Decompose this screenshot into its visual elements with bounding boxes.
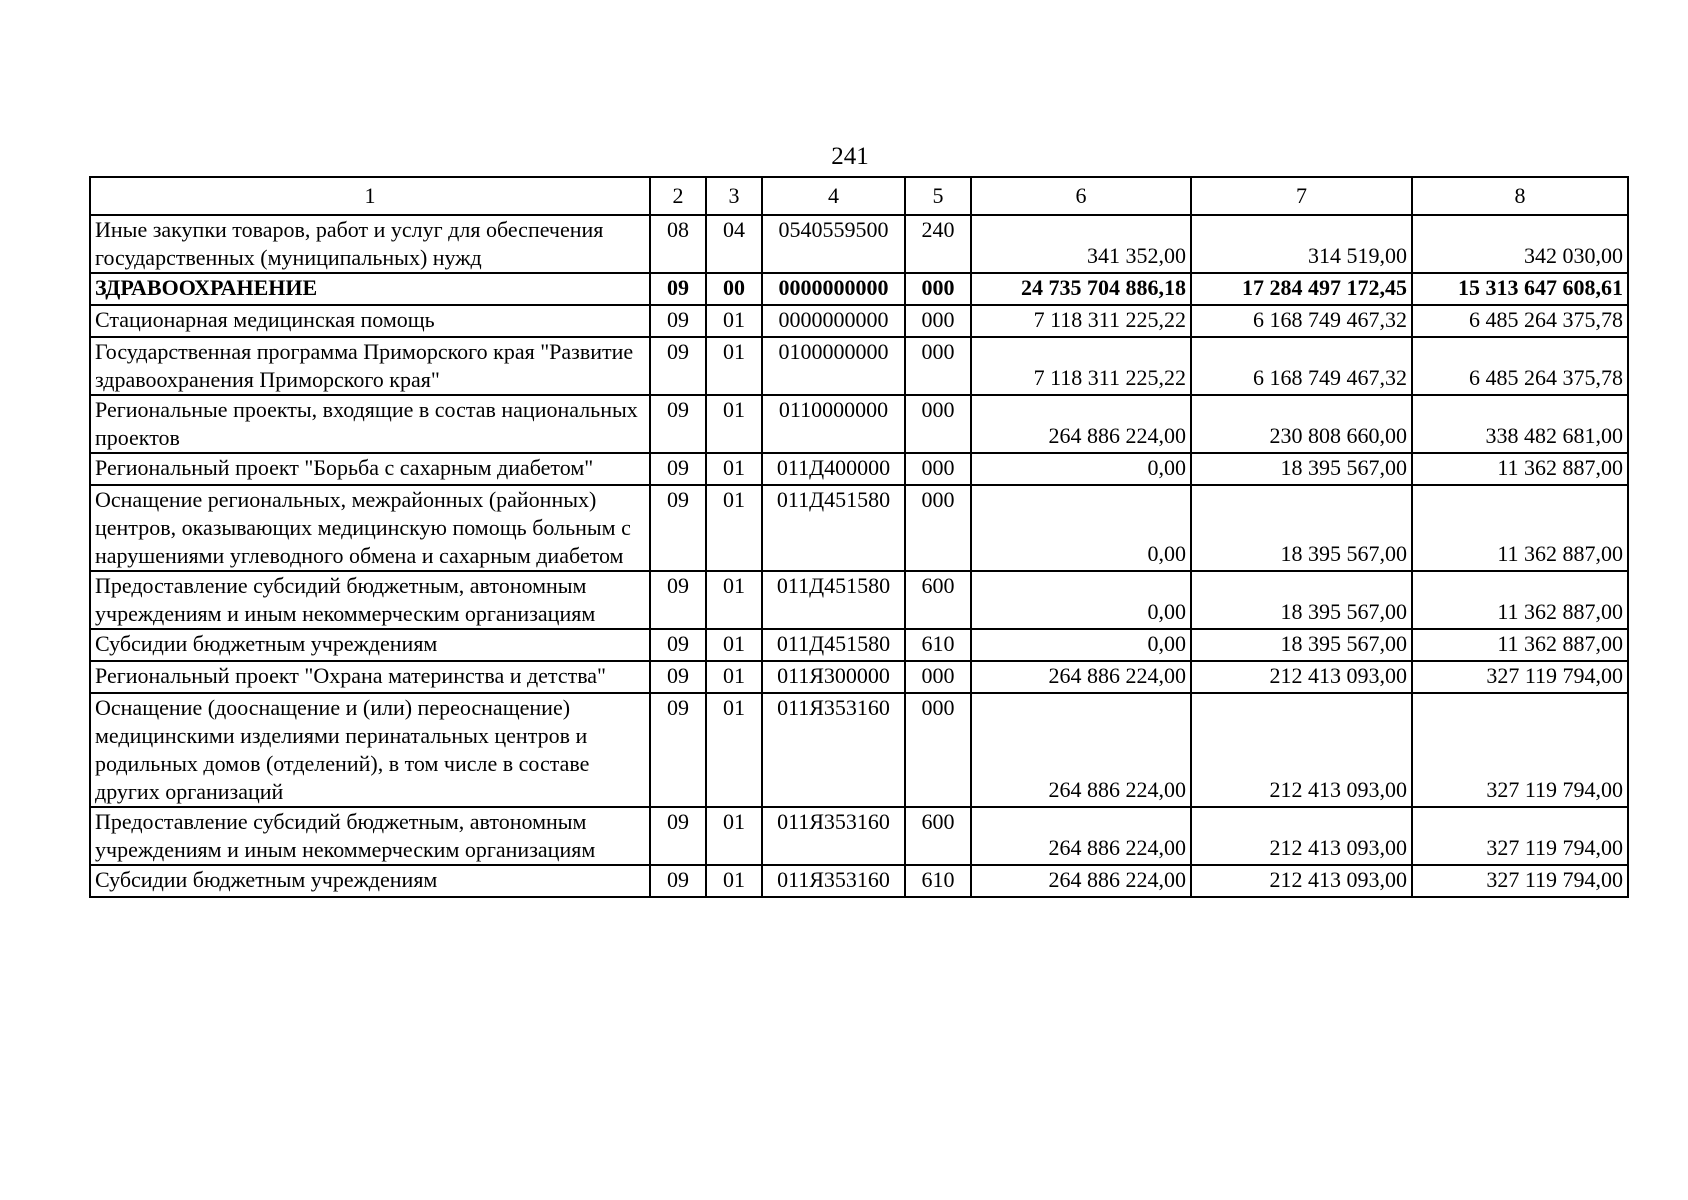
amount-col7: 17 284 497 172,45 (1191, 273, 1412, 305)
header-cell: 1 (90, 177, 650, 215)
amount-col8: 11 362 887,00 (1412, 629, 1628, 661)
code-subsection: 01 (706, 807, 762, 865)
amount-col7: 314 519,00 (1191, 215, 1412, 273)
amount-col8: 327 119 794,00 (1412, 661, 1628, 693)
amount-col6: 0,00 (971, 453, 1191, 485)
header-row (90, 177, 1628, 215)
table-row (90, 305, 1628, 337)
code-target: 011Д451580 (762, 629, 905, 661)
header-cell: 6 (971, 177, 1191, 215)
code-section: 09 (650, 629, 706, 661)
code-expense-type: 000 (905, 395, 971, 453)
code-section: 09 (650, 865, 706, 897)
code-target: 011Я353160 (762, 865, 905, 897)
row-name: Субсидии бюджетным учреждениям (90, 629, 650, 661)
table-row (90, 215, 1628, 273)
table-row (90, 865, 1628, 897)
amount-col8: 11 362 887,00 (1412, 485, 1628, 571)
code-section: 09 (650, 305, 706, 337)
code-target: 0540559500 (762, 215, 905, 273)
amount-col7: 18 395 567,00 (1191, 453, 1412, 485)
code-expense-type: 000 (905, 273, 971, 305)
amount-col7: 212 413 093,00 (1191, 693, 1412, 807)
budget-table (89, 176, 1629, 898)
code-subsection: 01 (706, 571, 762, 629)
code-section: 09 (650, 453, 706, 485)
code-subsection: 01 (706, 693, 762, 807)
code-section: 09 (650, 485, 706, 571)
header-cell: 8 (1412, 177, 1628, 215)
table-row (90, 273, 1628, 305)
amount-col8: 338 482 681,00 (1412, 395, 1628, 453)
amount-col6: 341 352,00 (971, 215, 1191, 273)
code-target: 011Д400000 (762, 453, 905, 485)
amount-col7: 212 413 093,00 (1191, 807, 1412, 865)
code-section: 09 (650, 273, 706, 305)
amount-col8: 11 362 887,00 (1412, 571, 1628, 629)
header-cell: 5 (905, 177, 971, 215)
table-row (90, 807, 1628, 865)
table-row (90, 485, 1628, 571)
amount-col6: 0,00 (971, 571, 1191, 629)
code-expense-type: 610 (905, 865, 971, 897)
code-subsection: 01 (706, 865, 762, 897)
amount-col6: 264 886 224,00 (971, 395, 1191, 453)
code-subsection: 01 (706, 305, 762, 337)
code-subsection: 04 (706, 215, 762, 273)
code-expense-type: 600 (905, 571, 971, 629)
amount-col6: 264 886 224,00 (971, 693, 1191, 807)
amount-col7: 18 395 567,00 (1191, 485, 1412, 571)
code-section: 09 (650, 395, 706, 453)
code-section: 09 (650, 693, 706, 807)
code-subsection: 01 (706, 453, 762, 485)
amount-col6: 0,00 (971, 629, 1191, 661)
code-section: 08 (650, 215, 706, 273)
amount-col8: 6 485 264 375,78 (1412, 305, 1628, 337)
code-target: 0000000000 (762, 273, 905, 305)
row-name: Предоставление субсидий бюджетным, автономным учреждениям и иным некоммерческим организациям (90, 807, 650, 865)
amount-col8: 327 119 794,00 (1412, 693, 1628, 807)
amount-col6: 264 886 224,00 (971, 865, 1191, 897)
amount-col8: 342 030,00 (1412, 215, 1628, 273)
code-target: 0110000000 (762, 395, 905, 453)
amount-col7: 6 168 749 467,32 (1191, 305, 1412, 337)
code-target: 011Я300000 (762, 661, 905, 693)
amount-col7: 230 808 660,00 (1191, 395, 1412, 453)
amount-col6: 24 735 704 886,18 (971, 273, 1191, 305)
code-subsection: 01 (706, 485, 762, 571)
table-row (90, 337, 1628, 395)
amount-col8: 15 313 647 608,61 (1412, 273, 1628, 305)
code-expense-type: 000 (905, 453, 971, 485)
header-cell: 4 (762, 177, 905, 215)
amount-col7: 18 395 567,00 (1191, 629, 1412, 661)
table-row (90, 693, 1628, 807)
row-name: ЗДРАВООХРАНЕНИЕ (90, 273, 650, 305)
row-name: Региональный проект "Борьба с сахарным диабетом" (90, 453, 650, 485)
header-cell: 2 (650, 177, 706, 215)
row-name: Субсидии бюджетным учреждениям (90, 865, 650, 897)
amount-col7: 212 413 093,00 (1191, 865, 1412, 897)
code-section: 09 (650, 807, 706, 865)
code-expense-type: 000 (905, 485, 971, 571)
amount-col8: 6 485 264 375,78 (1412, 337, 1628, 395)
code-subsection: 01 (706, 629, 762, 661)
table-row (90, 395, 1628, 453)
amount-col8: 327 119 794,00 (1412, 807, 1628, 865)
code-section: 09 (650, 337, 706, 395)
code-expense-type: 000 (905, 693, 971, 807)
table-row (90, 629, 1628, 661)
row-name: Региональный проект "Охрана материнства и детства" (90, 661, 650, 693)
row-name: Стационарная медицинская помощь (90, 305, 650, 337)
amount-col6: 7 118 311 225,22 (971, 305, 1191, 337)
row-name: Оснащение региональных, межрайонных (районных) центров, оказывающих медицинскую помощь больным с нарушениями углеводного обмена и сахарным диабетом (90, 485, 650, 571)
amount-col7: 6 168 749 467,32 (1191, 337, 1412, 395)
amount-col8: 11 362 887,00 (1412, 453, 1628, 485)
amount-col8: 327 119 794,00 (1412, 865, 1628, 897)
code-expense-type: 240 (905, 215, 971, 273)
amount-col6: 7 118 311 225,22 (971, 337, 1191, 395)
header-cell: 3 (706, 177, 762, 215)
code-expense-type: 000 (905, 305, 971, 337)
code-subsection: 01 (706, 661, 762, 693)
code-target: 0000000000 (762, 305, 905, 337)
amount-col6: 264 886 224,00 (971, 661, 1191, 693)
code-subsection: 00 (706, 273, 762, 305)
code-expense-type: 600 (905, 807, 971, 865)
amount-col6: 264 886 224,00 (971, 807, 1191, 865)
row-name: Государственная программа Приморского края "Развитие здравоохранения Приморского края" (90, 337, 650, 395)
row-name: Региональные проекты, входящие в состав национальных проектов (90, 395, 650, 453)
code-expense-type: 000 (905, 661, 971, 693)
amount-col7: 212 413 093,00 (1191, 661, 1412, 693)
header-cell: 7 (1191, 177, 1412, 215)
code-target: 0100000000 (762, 337, 905, 395)
table-row (90, 453, 1628, 485)
code-subsection: 01 (706, 337, 762, 395)
table-row (90, 661, 1628, 693)
row-name: Оснащение (дооснащение и (или) переоснащение) медицинскими изделиями перинатальных центров и родильных домов (отделений), в том числе в составе других организаций (90, 693, 650, 807)
row-name: Предоставление субсидий бюджетным, автономным учреждениям и иным некоммерческим организациям (90, 571, 650, 629)
table-row (90, 571, 1628, 629)
code-expense-type: 610 (905, 629, 971, 661)
page-number: 241 (831, 143, 869, 170)
code-target: 011Я353160 (762, 693, 905, 807)
code-section: 09 (650, 571, 706, 629)
code-section: 09 (650, 661, 706, 693)
code-target: 011Я353160 (762, 807, 905, 865)
code-target: 011Д451580 (762, 485, 905, 571)
code-expense-type: 000 (905, 337, 971, 395)
amount-col6: 0,00 (971, 485, 1191, 571)
row-name: Иные закупки товаров, работ и услуг для обеспечения государственных (муниципальных) нужд (90, 215, 650, 273)
code-subsection: 01 (706, 395, 762, 453)
amount-col7: 18 395 567,00 (1191, 571, 1412, 629)
code-target: 011Д451580 (762, 571, 905, 629)
